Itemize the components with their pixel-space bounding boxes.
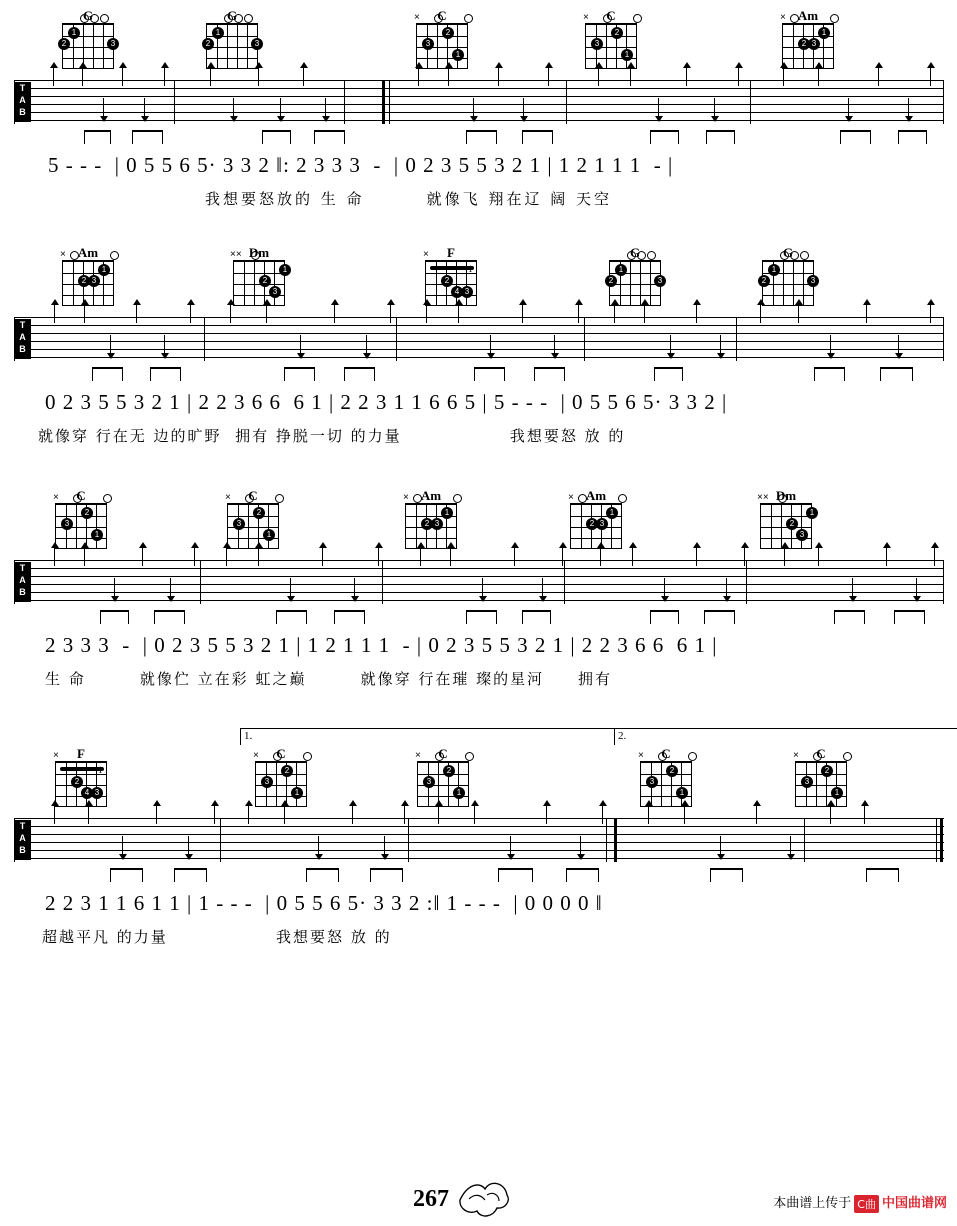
lyric-text: 就像穿 行在无 边的旷野 拥有 挣脱一切 的力量 我想要怒 放 的 — [38, 427, 626, 445]
chord-grid: 2 1 3 — [206, 23, 258, 69]
chord-grid: × 3 2 1 — [417, 761, 469, 807]
chord-name: Am — [797, 8, 819, 23]
chord-diagram-am — [57, 245, 119, 306]
rhythm-beams — [14, 868, 944, 884]
chord-grid: × 2 3 1 — [782, 23, 834, 69]
chord-diagram-g — [604, 245, 666, 306]
chord-grid: 2 1 3 — [609, 260, 661, 306]
lyric-text: 我想要怒放的 生 命 就像飞 翔在辽 阔 天空 — [205, 190, 612, 208]
chord-diagram-c — [580, 8, 642, 69]
rhythm-beams — [14, 367, 944, 383]
rhythm-beams — [14, 130, 944, 146]
chord-diagram-c — [222, 488, 284, 549]
chord-name: C — [276, 746, 286, 761]
chord-grid: ×× 2 3 1 — [760, 503, 812, 549]
chord-grid: × 3 2 1 — [255, 761, 307, 807]
tab-clef: T A B — [14, 82, 31, 122]
chord-name: C — [816, 746, 826, 761]
notation-text: 2 3 3 3 - | 0 2 3 5 5 3 2 1 | 1 2 1 1 1 - | 0 2 3 5 5 3 2 1 | 2 2 3 6 6 6 1 | — [45, 633, 718, 657]
chord-grid: × 3 2 1 — [585, 23, 637, 69]
page-number: 267 — [413, 1186, 449, 1212]
chord-name: Dm — [775, 488, 797, 503]
chord-name: G — [629, 245, 641, 260]
chord-grid: × 2 3 1 — [62, 260, 114, 306]
chord-diagram-g — [57, 8, 119, 69]
lyric-row — [0, 668, 957, 692]
lyric-text: 生 命 就像伫 立在彩 虹之巅 就像穿 行在璀 璨的星河 拥有 — [45, 670, 612, 688]
chord-grid: 2 1 3 — [62, 23, 114, 69]
chord-diagram-f — [50, 746, 112, 807]
decorative-ornament — [455, 1175, 515, 1221]
chord-name: C — [248, 488, 258, 503]
ending-label-2: 2. — [618, 730, 627, 742]
lyric-row — [0, 188, 957, 212]
chord-diagram-c — [250, 746, 312, 807]
chord-grid: × 3 2 1 — [416, 23, 468, 69]
chord-name: Am — [77, 245, 99, 260]
numbered-notation-row — [0, 891, 957, 919]
chord-grid: ×× 2 3 1 — [233, 260, 285, 306]
tab-staff — [14, 317, 944, 361]
ending-bracket-2b — [614, 728, 945, 745]
chord-diagram-c — [790, 746, 852, 807]
chord-name: Am — [585, 488, 607, 503]
rhythm-beams — [14, 610, 944, 626]
chord-diagram-c — [50, 488, 112, 549]
chord-name: C — [437, 8, 447, 23]
credit-prefix: 本曲谱上传于 — [773, 1196, 852, 1211]
tab-staff — [14, 560, 944, 604]
chord-diagram-g — [201, 8, 263, 69]
lyric-text: 超越平凡 的力量 我想要怒 放 的 — [42, 928, 392, 946]
chord-diagram-am — [565, 488, 627, 549]
chord-diagram-dm — [228, 245, 290, 306]
chord-diagram-am — [400, 488, 462, 549]
chord-diagram-c — [411, 8, 473, 69]
tab-clef: T A B — [14, 319, 31, 359]
ending-label-1: 1. — [244, 730, 253, 742]
chord-diagram-c — [635, 746, 697, 807]
chord-grid: × 3 2 1 — [795, 761, 847, 807]
chord-name: F — [447, 245, 455, 260]
chord-diagram-c — [412, 746, 474, 807]
chord-grid: × 2 3 1 — [570, 503, 622, 549]
chord-name: Am — [420, 488, 442, 503]
chord-name: C — [661, 746, 671, 761]
chord-grid: × 3 2 1 — [640, 761, 692, 807]
chord-name: G — [782, 245, 794, 260]
tab-staff — [14, 818, 944, 862]
numbered-notation-row — [0, 633, 957, 661]
chord-name: F — [77, 746, 85, 761]
chord-diagram-g — [757, 245, 819, 306]
chord-name: C — [76, 488, 86, 503]
chord-name: C — [438, 746, 448, 761]
lyric-row — [0, 425, 957, 449]
numbered-notation-row — [0, 153, 957, 181]
chord-grid: × 1 2 4 3 — [55, 761, 107, 807]
site-credit — [773, 1192, 947, 1213]
chord-grid: × 2 3 1 — [405, 503, 457, 549]
tab-clef: T A B — [14, 562, 31, 602]
chord-name: C — [606, 8, 616, 23]
tab-clef: T A B — [14, 820, 31, 860]
chord-name: G — [226, 8, 238, 23]
site-name: 中国曲谱网 — [881, 1196, 947, 1211]
chord-name: G — [82, 8, 94, 23]
numbered-notation-row — [0, 390, 957, 418]
site-logo: C曲 — [854, 1195, 879, 1213]
tab-staff — [14, 80, 944, 124]
chord-diagram-dm — [755, 488, 817, 549]
notation-text: 5 - - - | 0 5 5 6 5· 3 3 2 ‖: 2 3 3 3 - | 0 2 3 5 5 3 2 1 | 1 2 1 1 1 - | — [48, 153, 674, 177]
chord-grid: × 3 2 1 — [55, 503, 107, 549]
notation-text: 0 2 3 5 5 3 2 1 | 2 2 3 6 6 6 1 | 2 2 3 1 1 6 6 5 | 5 - - - | 0 5 5 6 5· 3 3 2 | — [45, 390, 728, 414]
lyric-row — [0, 926, 957, 950]
chord-diagram-am — [777, 8, 839, 69]
chord-grid: × 3 2 1 — [227, 503, 279, 549]
notation-text: 2 2 3 1 1 6 1 1 | 1 - - - | 0 5 5 6 5· 3 3 2 :‖ 1 - - - | 0 0 0 0 ‖ — [45, 891, 603, 915]
chord-grid: 2 1 3 — [762, 260, 814, 306]
chord-diagram-f — [420, 245, 482, 306]
chord-name: Dm — [248, 245, 270, 260]
chord-grid: × 1 2 4 3 — [425, 260, 477, 306]
